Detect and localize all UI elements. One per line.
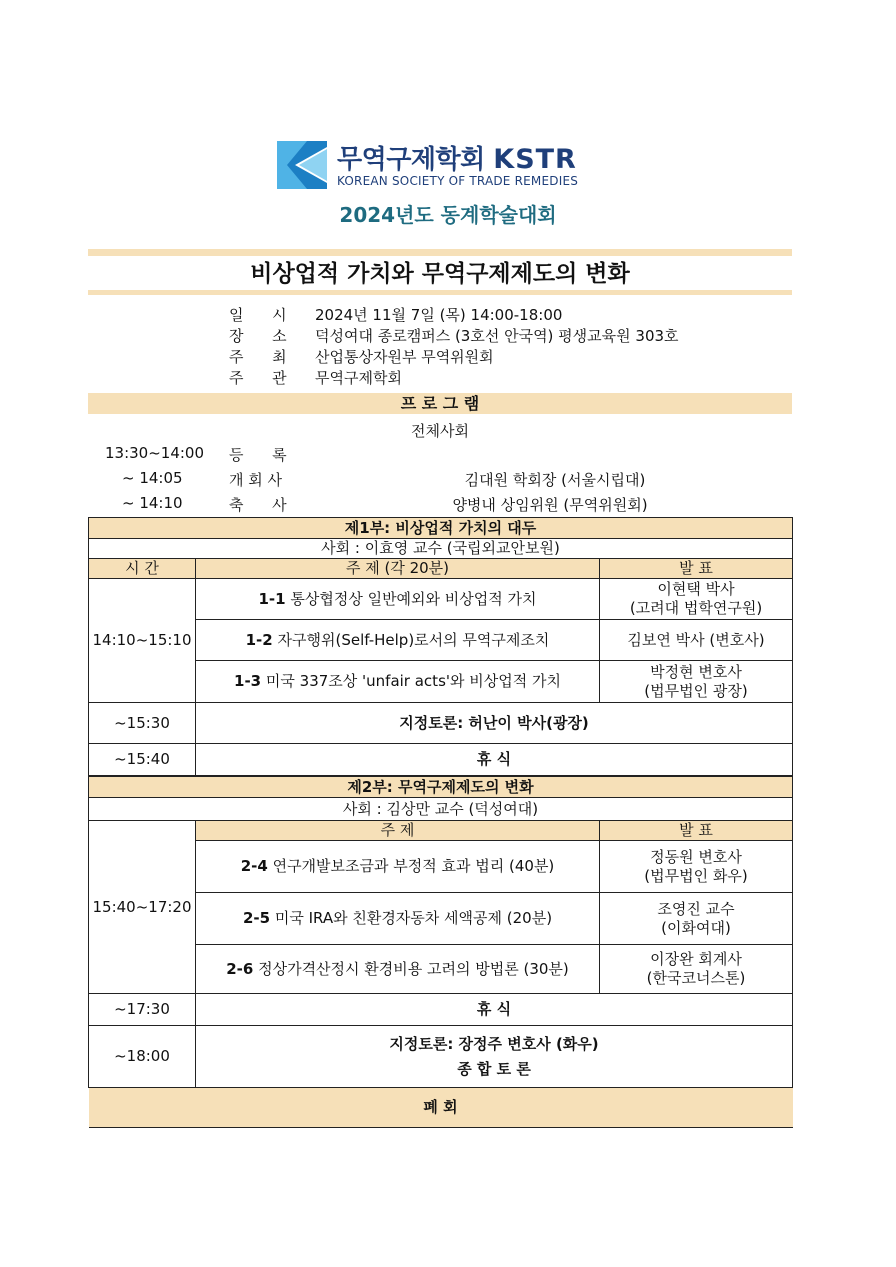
opening-detail-2: 김대원 학회장 (서울시립대) [464, 471, 646, 489]
part1-header-topic: 주 제 (각 20분) [196, 559, 600, 579]
opening-item-1: 등 록 [229, 446, 287, 464]
presenter-2-6: 이장완 회계사 (한국코너스톤) [600, 945, 793, 994]
session-2-6: 2-6 정상가격산정시 환경비용 고려의 방법론 (30분) [196, 945, 600, 994]
event-title: 비상업적 가치와 무역구제제도의 변화 [250, 261, 630, 287]
part2-header-topic: 주 제 [196, 821, 600, 841]
opening-item-2: 개 회 사 [229, 471, 283, 489]
presenter-2-4: 정동원 변호사 (법무법인 화우) [600, 841, 793, 893]
presenter-1-3: 박정현 변호사 (법무법인 광장) [600, 661, 793, 703]
part2-final [196, 1026, 793, 1088]
moderator-all: 전체사회 [411, 422, 469, 440]
part1-table [88, 517, 793, 776]
part2-table [88, 776, 793, 1128]
session-1-3: 1-3 미국 337조상 'unfair acts'와 비상업적 가치 [196, 661, 600, 703]
part2-header-presenter: 발 표 [600, 821, 793, 841]
presenter-2-5: 조영진 교수 (이화여대) [600, 893, 793, 945]
final-discussion: 지정토론: 장정주 변호사 (화우) [389, 1034, 599, 1053]
part1-break: 휴 식 [196, 744, 793, 776]
program-band: 프 로 그 램 [88, 393, 792, 414]
presenter-1-2: 김보연 박사 (변호사) [600, 620, 793, 661]
part1-discussion: 지정토론: 허난이 박사(광장) [196, 703, 793, 744]
opening-time-3: ~ 14:10 [122, 494, 183, 512]
kstr-logo-mark-icon [277, 141, 327, 189]
part2-moderator: 사회 : 김상만 교수 (덕성여대) [89, 798, 793, 821]
opening-time-1: 13:30~14:00 [105, 444, 205, 462]
part1-moderator: 사회 : 이효영 교수 (국립외교안보원) [89, 539, 793, 559]
part1-header-time: 시 간 [89, 559, 196, 579]
session-2-5: 2-5 미국 IRA와 친환경자동차 세액공제 (20분) [196, 893, 600, 945]
part1-break-time: ~15:40 [89, 744, 196, 776]
session-1-2: 1-2 자구행위(Self-Help)로서의 무역구제조치 [196, 620, 600, 661]
part2-break: 휴 식 [196, 994, 793, 1026]
part1-title: 제1부: 비상업적 가치의 대두 [89, 518, 793, 539]
part2-title: 제2부: 무역구제제도의 변화 [89, 777, 793, 798]
logo-english-name: KOREAN SOCIETY OF TRADE REMEDIES [337, 174, 579, 188]
part2-final-time: ~18:00 [89, 1026, 196, 1088]
opening-detail-3: 양병내 상임위원 (무역위원회) [452, 496, 648, 514]
kstr-logo [277, 141, 602, 191]
event-subtitle: 2024년도 동계학술대회 [339, 203, 557, 227]
part1-time: 14:10~15:10 [89, 579, 196, 703]
general-discussion: 종 합 토 론 [457, 1059, 531, 1078]
presenter-1-1: 이현택 박사 (고려대 법학연구원) [600, 579, 793, 620]
part1-header-presenter: 발 표 [600, 559, 793, 579]
opening-item-3: 축 사 [229, 496, 287, 514]
info-date: 일 시 2024년 11월 7일 (목) 14:00-18:00 [229, 306, 563, 324]
session-2-4: 2-4 연구개발보조금과 부정적 효과 법리 (40분) [196, 841, 600, 893]
title-band [88, 249, 792, 295]
part2-break-time: ~17:30 [89, 994, 196, 1026]
info-venue: 장 소 덕성여대 종로캠퍼스 (3호선 안국역) 평생교육원 303호 [229, 327, 679, 345]
part1-discussion-time: ~15:30 [89, 703, 196, 744]
session-1-1: 1-1 통상협정상 일반예외와 비상업적 가치 [196, 579, 600, 620]
info-host: 주 최 산업통상자원부 무역위원회 [229, 348, 494, 366]
opening-time-2: ~ 14:05 [122, 469, 183, 487]
part2-time: 15:40~17:20 [89, 821, 196, 994]
closing: 폐 회 [89, 1088, 793, 1128]
info-organizer: 주 관 무역구제학회 [229, 369, 402, 387]
logo-korean-name: 무역구제학회 KSTR [337, 144, 577, 175]
